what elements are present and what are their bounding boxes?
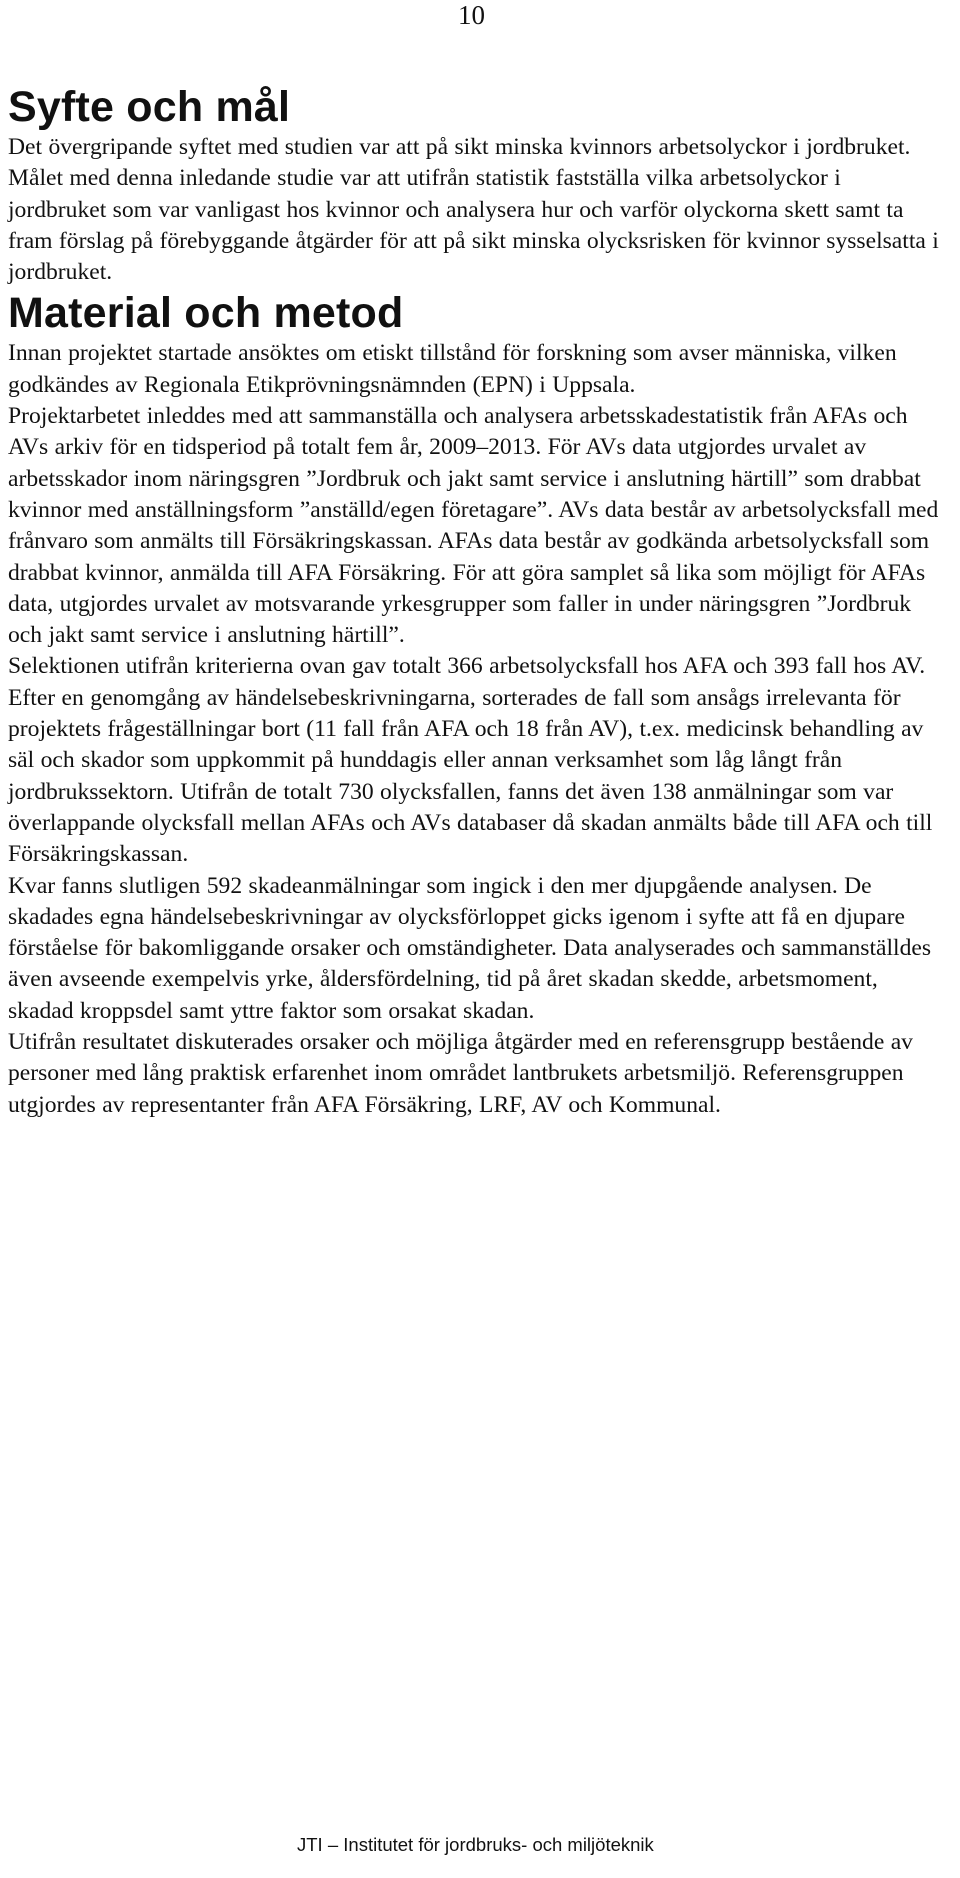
page-footer: JTI – Institutet för jordbruks- och miljöteknik — [297, 1834, 654, 1855]
method-paragraph-ethics: Innan projektet startade ansöktes om etiskt tillstånd för forskning som avser människa, vilken godkändes av Regionala Etikprövningsnämnden (EPN) i Uppsala. — [8, 340, 897, 398]
method-paragraph-statistics: Projektarbetet inleddes med att sammanställa och analysera arbetsskadestatistik från AFAs och AVs arkiv för en tidsperiod på totalt fem år, 2009–2013. För AVs data utgjordes urvalet av arbetsskador inom näringsgren ”Jordbruk och jakt samt service i anslutning härtill” som drabbat kvinnor med anställningsform ”anställd/egen företagare”. AVs data består av arbetsolycksfall med frånvaro som anmälts till Försäkringskassan. AFAs data består av godkända arbetsolycksfall som drabbat kvinnor, anmälda till AFA Försäkring. För att göra samplet så lika som möjligt för AFAs data, utgjordes urvalet av motsvarande yrkesgrupper som faller in under näringsgren ”Jordbruk och jakt samt service i anslutning härtill”. — [8, 403, 939, 649]
page-number: 10 — [458, 0, 485, 30]
document-body — [8, 82, 943, 1121]
method-paragraph-reference-group: Utifrån resultatet diskuterades orsaker och möjliga åtgärder med en referensgrupp bestående av personer med lång praktisk erfarenhet inom området lantbrukets arbetsmiljö. Referensgruppen utgjordes av representanter från AFA Försäkring, LRF, AV och Kommunal. — [8, 1029, 913, 1118]
section-heading-aim: Syfte och mål — [8, 83, 291, 131]
method-paragraph-selection: Selektionen utifrån kriterierna ovan gav totalt 366 arbetsolycksfall hos AFA och 393 fall hos AV. Efter en genomgång av händelsebeskrivningarna, sorterades de fall som ansågs irrelevanta för projektets frågeställningar bort (11 fall från AFA och 18 från AV), t.ex. medicinsk behandling av säl och skador som uppkommit på hunddagis eller annan verksamhet som låg långt från jordbrukssektorn. Utifrån de totalt 730 olycksfallen, fanns det även 138 anmälningar som var överlappande olycksfall mellan AFAs och AVs databaser då skadan anmälts både till AFA och till Försäkringskassan. — [8, 653, 933, 868]
section-heading-method: Material och metod — [8, 289, 404, 338]
aim-paragraph: Det övergripande syftet med studien var att på sikt minska kvinnors arbetsolyckor i jordbruket. Målet med denna inledande studie var att utifrån statistik fastställa vilka arbetsolyckor i jordbruket som var vanligast hos kvinnor och analysera hur och varför olyckorna skett samt ta fram förslag på förebyggande åtgärder för att på sikt minska olycksrisken för kvinnor sysselsatta i jordbruket. — [8, 134, 939, 286]
method-paragraph-analysis: Kvar fanns slutligen 592 skadeanmälningar som ingick i den mer djupgående analysen. De skadades egna händelsebeskrivningar av olycksförloppet gicks igenom i syfte att få en djupare förståelse för bakomliggande orsaker och omständigheter. Data analyserades och sammanställdes även avseende exempelvis yrke, åldersfördelning, tid på året skadan skedde, arbetsmoment, skadad kroppsdel samt yttre faktor som orsakat skadan. — [8, 872, 932, 1024]
